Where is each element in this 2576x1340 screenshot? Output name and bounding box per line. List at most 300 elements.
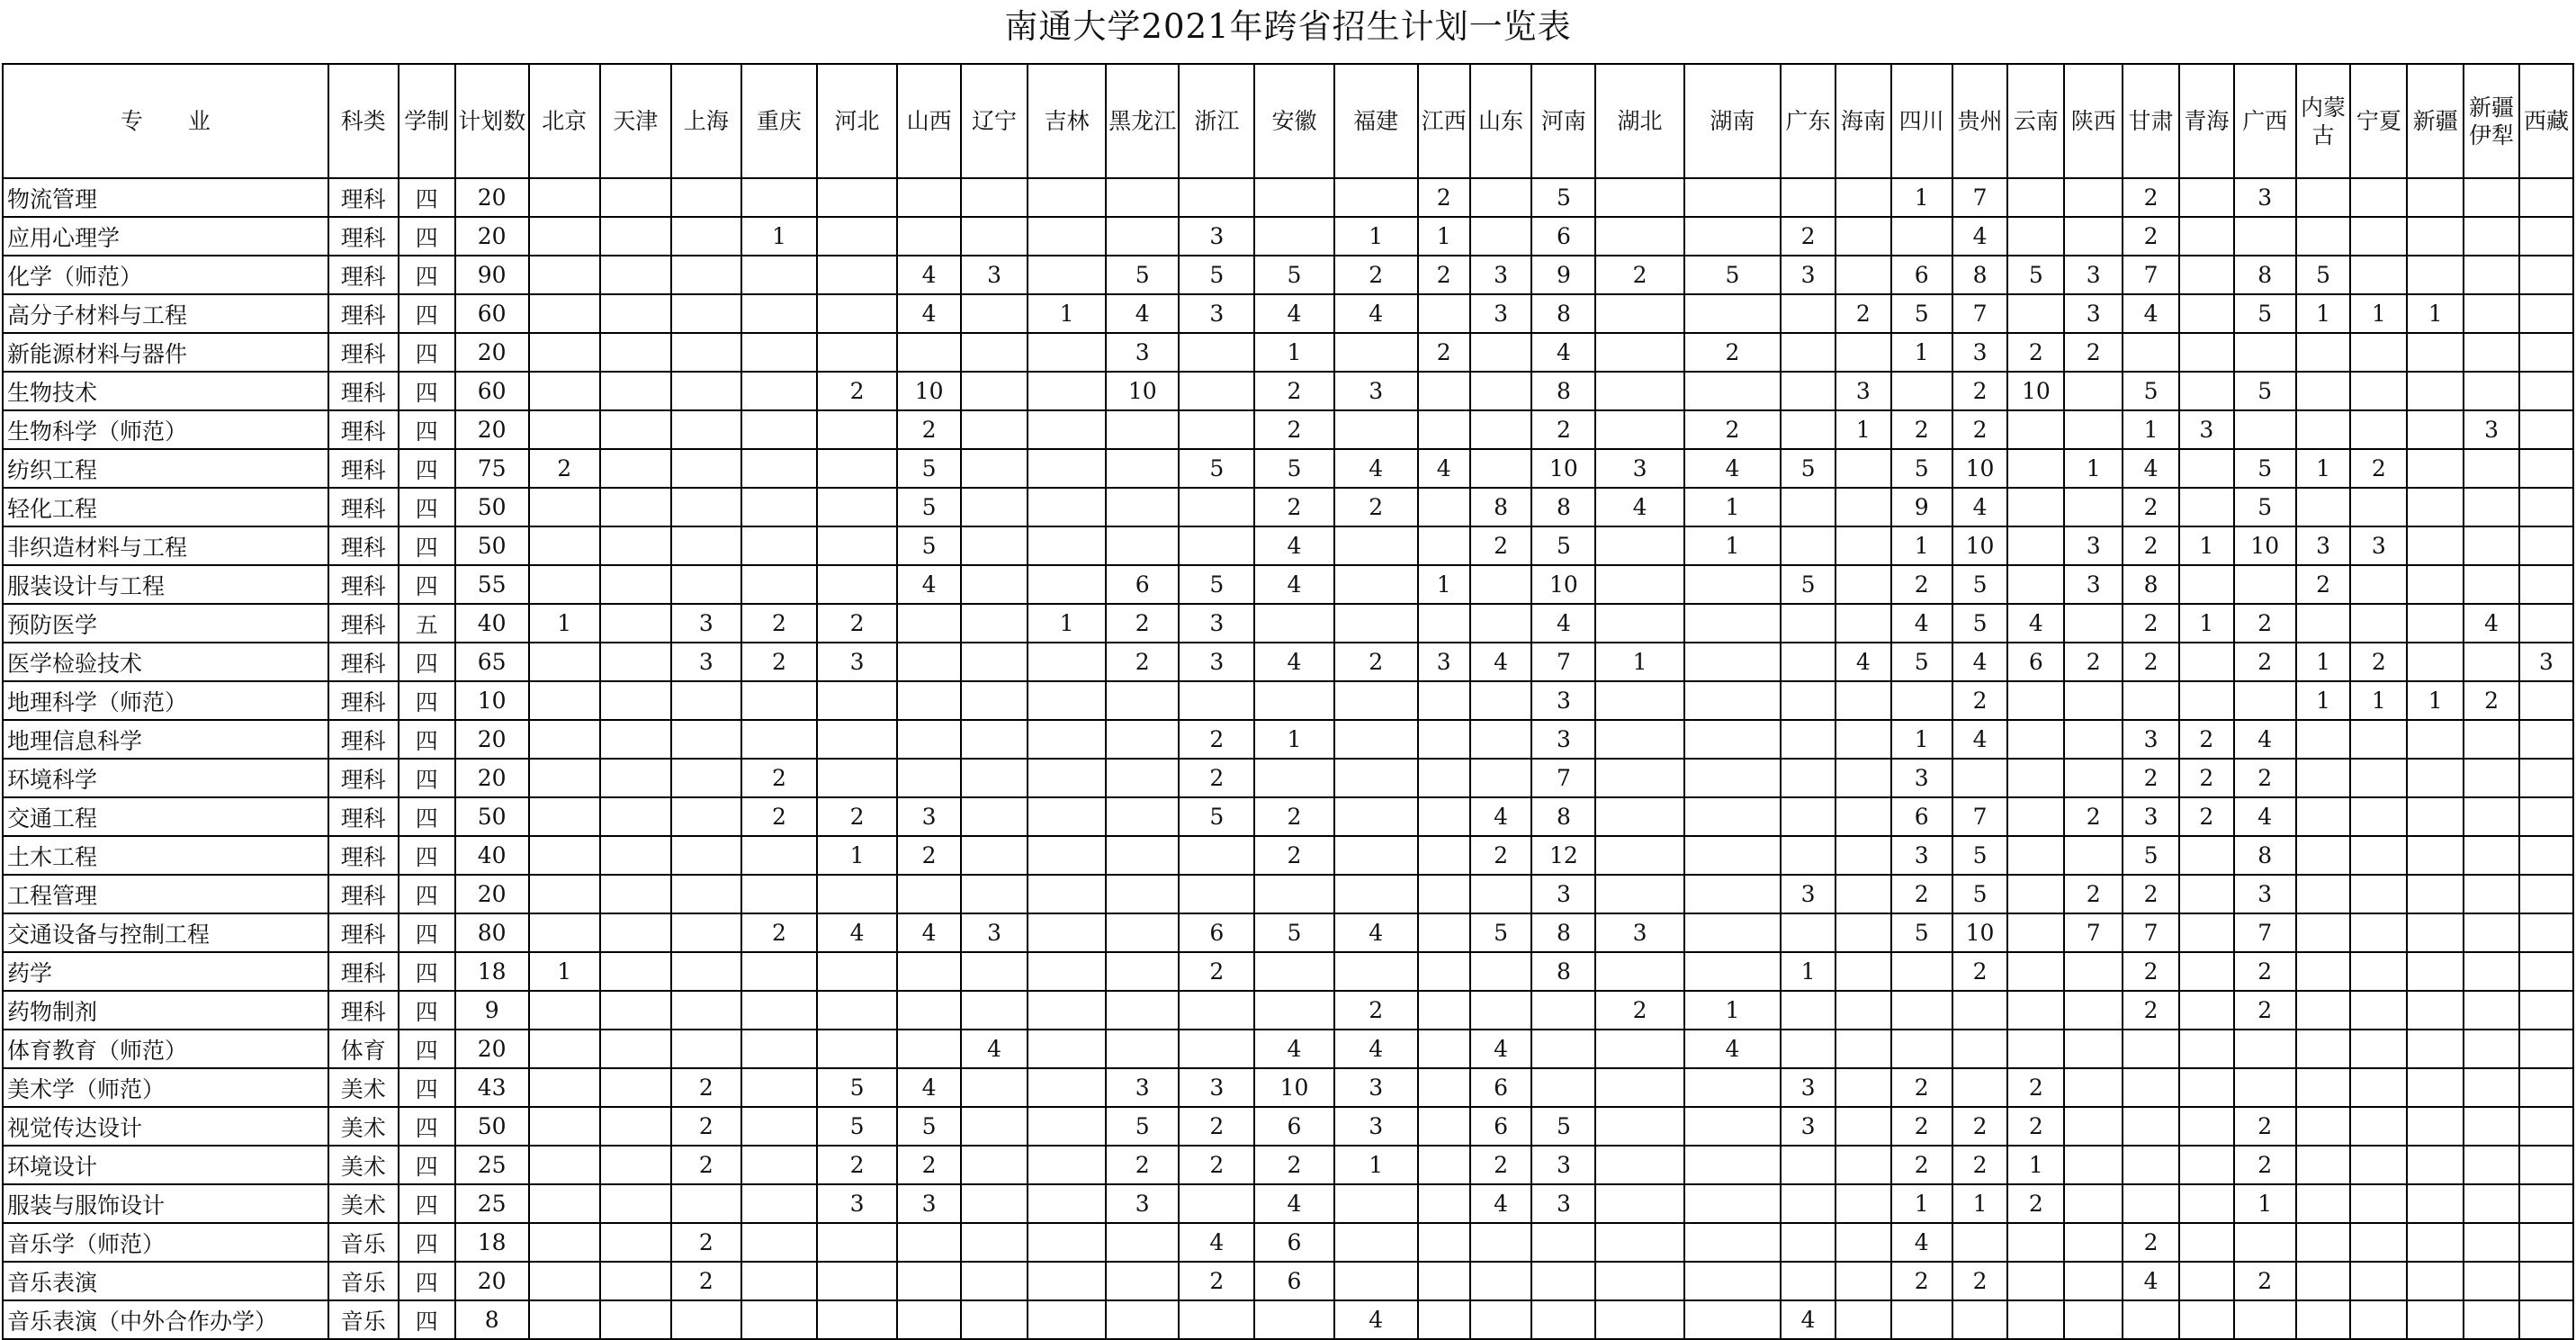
quota-cell bbox=[1028, 643, 1106, 681]
major-name-cell: 视觉传达设计 bbox=[3, 1107, 328, 1146]
quota-cell bbox=[2407, 1300, 2464, 1339]
quota-cell: 3 bbox=[2179, 410, 2234, 449]
quota-cell: 1 bbox=[1684, 991, 1781, 1030]
quota-cell: 6 bbox=[1470, 1068, 1532, 1107]
quota-cell bbox=[1952, 991, 2008, 1030]
quota-cell bbox=[741, 565, 817, 604]
table-row bbox=[3, 256, 2573, 294]
quota-cell bbox=[1836, 1107, 1891, 1146]
quota-cell bbox=[1781, 681, 1836, 720]
quota-cell bbox=[600, 1146, 671, 1184]
table-body bbox=[3, 178, 2573, 1339]
quota-cell bbox=[1470, 1300, 1532, 1339]
quota-cell: 2 bbox=[1836, 294, 1891, 333]
quota-cell bbox=[1106, 410, 1179, 449]
quota-cell bbox=[961, 488, 1028, 526]
quota-cell: 5 bbox=[1254, 449, 1333, 488]
quota-cell: 4 bbox=[1952, 488, 2008, 526]
table-row bbox=[3, 449, 2573, 488]
quota-cell bbox=[2064, 991, 2123, 1030]
quota-cell: 3 bbox=[1179, 217, 1254, 256]
duration-cell: 四 bbox=[399, 333, 455, 372]
duration-cell: 四 bbox=[399, 1068, 455, 1107]
quota-cell bbox=[817, 294, 897, 333]
quota-cell bbox=[1106, 178, 1179, 217]
quota-cell: 3 bbox=[2064, 256, 2123, 294]
duration-cell: 四 bbox=[399, 565, 455, 604]
quota-cell bbox=[1684, 1300, 1781, 1339]
quota-cell bbox=[1684, 952, 1781, 991]
quota-cell: 5 bbox=[897, 1107, 961, 1146]
quota-cell: 1 bbox=[1891, 526, 1952, 565]
quota-cell: 2 bbox=[2123, 875, 2179, 913]
quota-cell: 2 bbox=[1254, 372, 1333, 410]
quota-cell: 3 bbox=[897, 1184, 961, 1223]
header-column: 新疆 bbox=[2407, 64, 2464, 178]
quota-cell bbox=[2519, 1262, 2573, 1300]
quota-cell bbox=[1684, 1262, 1781, 1300]
quota-cell bbox=[2179, 565, 2234, 604]
quota-cell: 1 bbox=[2234, 1184, 2296, 1223]
quota-cell bbox=[1836, 604, 1891, 643]
quota-cell bbox=[671, 797, 741, 836]
quota-cell bbox=[1781, 797, 1836, 836]
quota-cell bbox=[1334, 410, 1418, 449]
quota-cell bbox=[600, 1223, 671, 1262]
quota-cell: 2 bbox=[2123, 991, 2179, 1030]
plan-total-cell: 65 bbox=[455, 643, 529, 681]
quota-cell: 2 bbox=[817, 372, 897, 410]
quota-cell bbox=[600, 991, 671, 1030]
category-cell: 音乐 bbox=[328, 1300, 399, 1339]
duration-cell: 四 bbox=[399, 410, 455, 449]
quota-cell: 10 bbox=[1952, 449, 2008, 488]
quota-cell: 2 bbox=[2007, 1068, 2064, 1107]
quota-cell bbox=[897, 333, 961, 372]
quota-cell bbox=[1179, 488, 1254, 526]
plan-total-cell: 60 bbox=[455, 294, 529, 333]
quota-cell bbox=[1781, 643, 1836, 681]
quota-cell bbox=[817, 1030, 897, 1068]
quota-cell: 4 bbox=[1334, 449, 1418, 488]
quota-cell bbox=[1595, 372, 1683, 410]
major-name-cell: 非织造材料与工程 bbox=[3, 526, 328, 565]
quota-cell bbox=[600, 1184, 671, 1223]
header-column: 内蒙古 bbox=[2296, 64, 2351, 178]
quota-cell bbox=[1418, 1107, 1470, 1146]
quota-cell bbox=[600, 759, 671, 797]
quota-cell bbox=[529, 178, 600, 217]
quota-cell bbox=[741, 256, 817, 294]
quota-cell: 2 bbox=[2064, 333, 2123, 372]
quota-cell: 2 bbox=[1106, 604, 1179, 643]
quota-cell: 2 bbox=[2234, 991, 2296, 1030]
quota-cell bbox=[1334, 1223, 1418, 1262]
quota-cell: 2 bbox=[2064, 643, 2123, 681]
quota-cell: 3 bbox=[1334, 1068, 1418, 1107]
quota-cell bbox=[1106, 836, 1179, 875]
plan-total-cell: 25 bbox=[455, 1146, 529, 1184]
quota-cell bbox=[1531, 991, 1595, 1030]
quota-cell: 1 bbox=[1254, 333, 1333, 372]
quota-cell bbox=[1684, 643, 1781, 681]
quota-cell bbox=[2007, 797, 2064, 836]
plan-total-cell: 40 bbox=[455, 836, 529, 875]
quota-cell bbox=[2464, 913, 2519, 952]
quota-cell bbox=[2179, 217, 2234, 256]
quota-cell bbox=[897, 1262, 961, 1300]
quota-cell bbox=[529, 1300, 600, 1339]
quota-cell bbox=[2519, 565, 2573, 604]
quota-cell bbox=[2296, 604, 2351, 643]
quota-cell: 8 bbox=[1531, 952, 1595, 991]
quota-cell bbox=[1254, 217, 1333, 256]
major-name-cell: 药物制剂 bbox=[3, 991, 328, 1030]
duration-cell: 四 bbox=[399, 1262, 455, 1300]
quota-cell: 7 bbox=[2064, 913, 2123, 952]
quota-cell: 9 bbox=[1891, 488, 1952, 526]
quota-cell bbox=[529, 875, 600, 913]
quota-cell bbox=[1418, 1300, 1470, 1339]
quota-cell bbox=[2519, 1068, 2573, 1107]
quota-cell bbox=[2064, 604, 2123, 643]
quota-cell bbox=[897, 1300, 961, 1339]
quota-cell bbox=[1106, 217, 1179, 256]
quota-cell bbox=[671, 294, 741, 333]
plan-total-cell: 8 bbox=[455, 1300, 529, 1339]
quota-cell: 4 bbox=[1684, 449, 1781, 488]
quota-cell bbox=[529, 256, 600, 294]
quota-cell: 8 bbox=[1531, 372, 1595, 410]
quota-cell bbox=[961, 333, 1028, 372]
quota-cell bbox=[1028, 952, 1106, 991]
quota-cell bbox=[741, 1146, 817, 1184]
quota-cell bbox=[2007, 488, 2064, 526]
quota-cell: 2 bbox=[1254, 410, 1333, 449]
quota-cell: 3 bbox=[1470, 294, 1532, 333]
quota-cell: 2 bbox=[671, 1068, 741, 1107]
plan-total-cell: 50 bbox=[455, 488, 529, 526]
quota-cell bbox=[1106, 797, 1179, 836]
quota-cell bbox=[2407, 1107, 2464, 1146]
quota-cell bbox=[2296, 1300, 2351, 1339]
quota-cell bbox=[1595, 836, 1683, 875]
quota-cell bbox=[741, 875, 817, 913]
duration-cell: 四 bbox=[399, 488, 455, 526]
quota-cell bbox=[2464, 449, 2519, 488]
quota-cell: 3 bbox=[817, 1184, 897, 1223]
quota-cell bbox=[2179, 333, 2234, 372]
quota-cell bbox=[529, 1068, 600, 1107]
quota-cell bbox=[529, 294, 600, 333]
quota-cell bbox=[817, 256, 897, 294]
quota-cell bbox=[1836, 1146, 1891, 1184]
quota-cell: 10 bbox=[897, 372, 961, 410]
quota-cell bbox=[1836, 952, 1891, 991]
quota-cell bbox=[600, 410, 671, 449]
quota-cell: 2 bbox=[2123, 759, 2179, 797]
table-row bbox=[3, 913, 2573, 952]
quota-cell bbox=[1836, 913, 1891, 952]
major-name-cell: 物流管理 bbox=[3, 178, 328, 217]
quota-cell: 2 bbox=[671, 1146, 741, 1184]
quota-cell bbox=[671, 1184, 741, 1223]
quota-cell bbox=[2296, 952, 2351, 991]
header-column: 上海 bbox=[671, 64, 741, 178]
quota-cell bbox=[961, 1146, 1028, 1184]
quota-cell: 2 bbox=[1952, 1146, 2008, 1184]
duration-cell: 四 bbox=[399, 1030, 455, 1068]
quota-cell bbox=[2007, 1030, 2064, 1068]
quota-cell: 2 bbox=[1418, 256, 1470, 294]
table-row bbox=[3, 217, 2573, 256]
quota-cell: 5 bbox=[1952, 604, 2008, 643]
quota-cell bbox=[600, 1068, 671, 1107]
quota-cell: 2 bbox=[1684, 410, 1781, 449]
plan-total-cell: 55 bbox=[455, 565, 529, 604]
quota-cell bbox=[1334, 875, 1418, 913]
quota-cell bbox=[1106, 991, 1179, 1030]
header-row bbox=[3, 64, 2573, 178]
category-cell: 理科 bbox=[328, 217, 399, 256]
quota-cell: 2 bbox=[2064, 875, 2123, 913]
category-cell: 理科 bbox=[328, 681, 399, 720]
quota-cell bbox=[671, 875, 741, 913]
quota-cell bbox=[2519, 449, 2573, 488]
quota-cell: 8 bbox=[1952, 256, 2008, 294]
quota-cell bbox=[1836, 1068, 1891, 1107]
quota-cell: 3 bbox=[1781, 1068, 1836, 1107]
quota-cell: 6 bbox=[1891, 797, 1952, 836]
quota-cell bbox=[1418, 875, 1470, 913]
category-cell: 理科 bbox=[328, 643, 399, 681]
quota-cell: 4 bbox=[1106, 294, 1179, 333]
quota-cell bbox=[2464, 759, 2519, 797]
quota-cell bbox=[1470, 1262, 1532, 1300]
quota-cell bbox=[1595, 333, 1683, 372]
quota-cell: 2 bbox=[1781, 217, 1836, 256]
quota-cell bbox=[2123, 1030, 2179, 1068]
quota-cell bbox=[1595, 1107, 1683, 1146]
major-name-cell: 音乐表演 bbox=[3, 1262, 328, 1300]
quota-cell bbox=[2519, 333, 2573, 372]
quota-cell bbox=[2007, 449, 2064, 488]
quota-cell: 4 bbox=[1334, 913, 1418, 952]
quota-cell bbox=[2296, 991, 2351, 1030]
quota-cell bbox=[2464, 526, 2519, 565]
quota-cell bbox=[2234, 410, 2296, 449]
table-row bbox=[3, 1223, 2573, 1262]
quota-cell: 1 bbox=[1836, 410, 1891, 449]
table-row bbox=[3, 1262, 2573, 1300]
quota-cell: 6 bbox=[1891, 256, 1952, 294]
quota-cell bbox=[2350, 875, 2407, 913]
quota-cell bbox=[741, 372, 817, 410]
header-column: 吉林 bbox=[1028, 64, 1106, 178]
duration-cell: 四 bbox=[399, 256, 455, 294]
quota-cell bbox=[1684, 797, 1781, 836]
quota-cell bbox=[741, 488, 817, 526]
quota-cell bbox=[1470, 720, 1532, 759]
duration-cell: 四 bbox=[399, 294, 455, 333]
quota-cell: 2 bbox=[2123, 178, 2179, 217]
quota-cell bbox=[1179, 178, 1254, 217]
quota-cell: 3 bbox=[2464, 410, 2519, 449]
quota-cell: 2 bbox=[1179, 952, 1254, 991]
quota-cell: 5 bbox=[1179, 256, 1254, 294]
quota-cell bbox=[817, 333, 897, 372]
quota-cell: 5 bbox=[1254, 256, 1333, 294]
quota-cell bbox=[1781, 372, 1836, 410]
quota-cell: 1 bbox=[2123, 410, 2179, 449]
quota-cell bbox=[2519, 1184, 2573, 1223]
quota-cell: 4 bbox=[1891, 1223, 1952, 1262]
plan-total-cell: 43 bbox=[455, 1068, 529, 1107]
quota-cell: 3 bbox=[1531, 1146, 1595, 1184]
quota-cell bbox=[2464, 797, 2519, 836]
quota-cell bbox=[961, 526, 1028, 565]
quota-cell bbox=[529, 526, 600, 565]
category-cell: 理科 bbox=[328, 526, 399, 565]
quota-cell: 3 bbox=[1470, 256, 1532, 294]
quota-cell bbox=[600, 952, 671, 991]
quota-cell: 10 bbox=[1531, 449, 1595, 488]
quota-cell: 3 bbox=[817, 643, 897, 681]
quota-cell: 2 bbox=[2234, 643, 2296, 681]
quota-cell bbox=[1836, 1300, 1891, 1339]
quota-cell bbox=[1418, 797, 1470, 836]
quota-cell bbox=[1106, 1223, 1179, 1262]
quota-cell bbox=[961, 836, 1028, 875]
category-cell: 美术 bbox=[328, 1184, 399, 1223]
quota-cell: 3 bbox=[1334, 372, 1418, 410]
quota-cell bbox=[2407, 604, 2464, 643]
quota-cell: 2 bbox=[2350, 643, 2407, 681]
quota-cell bbox=[529, 1262, 600, 1300]
quota-cell bbox=[2007, 759, 2064, 797]
quota-cell: 10 bbox=[1531, 565, 1595, 604]
quota-cell: 5 bbox=[1254, 913, 1333, 952]
duration-cell: 四 bbox=[399, 1223, 455, 1262]
quota-cell bbox=[741, 1068, 817, 1107]
quota-cell bbox=[2350, 836, 2407, 875]
quota-cell bbox=[2519, 681, 2573, 720]
quota-cell: 1 bbox=[817, 836, 897, 875]
quota-cell: 2 bbox=[2234, 1146, 2296, 1184]
quota-cell bbox=[1418, 488, 1470, 526]
quota-cell bbox=[2296, 913, 2351, 952]
quota-cell bbox=[2464, 875, 2519, 913]
quota-cell: 1 bbox=[1891, 720, 1952, 759]
quota-cell: 2 bbox=[671, 1107, 741, 1146]
quota-cell: 2 bbox=[897, 410, 961, 449]
quota-cell bbox=[1781, 836, 1836, 875]
quota-cell: 5 bbox=[1891, 643, 1952, 681]
plan-total-cell: 20 bbox=[455, 217, 529, 256]
quota-cell: 5 bbox=[1952, 875, 2008, 913]
quota-cell bbox=[817, 565, 897, 604]
quota-cell bbox=[2064, 178, 2123, 217]
quota-cell bbox=[817, 991, 897, 1030]
quota-cell bbox=[1836, 759, 1891, 797]
header-column: 安徽 bbox=[1254, 64, 1333, 178]
quota-cell: 2 bbox=[1891, 1068, 1952, 1107]
quota-cell bbox=[2350, 991, 2407, 1030]
header-column: 广东 bbox=[1781, 64, 1836, 178]
quota-cell: 2 bbox=[2123, 604, 2179, 643]
quota-cell bbox=[1179, 333, 1254, 372]
quota-cell bbox=[1781, 526, 1836, 565]
quota-cell: 2 bbox=[1891, 410, 1952, 449]
quota-cell: 3 bbox=[1106, 1184, 1179, 1223]
quota-cell: 5 bbox=[1952, 565, 2008, 604]
quota-cell: 3 bbox=[1106, 1068, 1179, 1107]
quota-cell bbox=[1179, 1184, 1254, 1223]
quota-cell bbox=[2179, 449, 2234, 488]
quota-cell: 3 bbox=[1179, 604, 1254, 643]
quota-cell bbox=[671, 178, 741, 217]
quota-cell bbox=[1684, 294, 1781, 333]
quota-cell: 2 bbox=[2123, 488, 2179, 526]
quota-cell bbox=[897, 1030, 961, 1068]
quota-cell bbox=[2464, 1107, 2519, 1146]
quota-cell bbox=[2407, 178, 2464, 217]
major-name-cell: 医学检验技术 bbox=[3, 643, 328, 681]
quota-cell bbox=[2350, 797, 2407, 836]
quota-cell bbox=[2296, 1262, 2351, 1300]
quota-cell bbox=[1684, 217, 1781, 256]
quota-cell bbox=[2234, 1223, 2296, 1262]
quota-cell: 5 bbox=[2296, 256, 2351, 294]
quota-cell: 9 bbox=[1531, 256, 1595, 294]
quota-cell bbox=[1531, 1300, 1595, 1339]
quota-cell: 3 bbox=[1179, 643, 1254, 681]
category-cell: 理科 bbox=[328, 488, 399, 526]
quota-cell bbox=[1781, 1262, 1836, 1300]
quota-cell bbox=[1028, 372, 1106, 410]
quota-cell bbox=[2179, 875, 2234, 913]
quota-cell bbox=[2350, 1300, 2407, 1339]
quota-cell bbox=[2064, 1262, 2123, 1300]
quota-cell bbox=[1418, 720, 1470, 759]
quota-cell bbox=[1684, 913, 1781, 952]
quota-cell: 7 bbox=[1952, 178, 2008, 217]
quota-cell: 5 bbox=[897, 488, 961, 526]
quota-cell bbox=[600, 1300, 671, 1339]
quota-cell: 4 bbox=[897, 256, 961, 294]
quota-cell bbox=[2179, 372, 2234, 410]
quota-cell bbox=[1684, 178, 1781, 217]
major-name-cell: 音乐表演（中外合作办学） bbox=[3, 1300, 328, 1339]
quota-cell bbox=[2519, 217, 2573, 256]
quota-cell: 4 bbox=[1781, 1300, 1836, 1339]
quota-cell bbox=[529, 488, 600, 526]
quota-cell bbox=[2519, 604, 2573, 643]
quota-cell bbox=[2519, 759, 2573, 797]
quota-cell bbox=[2296, 836, 2351, 875]
quota-cell bbox=[1028, 759, 1106, 797]
quota-cell: 4 bbox=[1684, 1030, 1781, 1068]
quota-cell bbox=[671, 256, 741, 294]
quota-cell: 5 bbox=[1781, 565, 1836, 604]
quota-cell bbox=[1684, 875, 1781, 913]
quota-cell bbox=[2064, 410, 2123, 449]
quota-cell bbox=[1684, 604, 1781, 643]
table-row bbox=[3, 1107, 2573, 1146]
quota-cell: 4 bbox=[1254, 294, 1333, 333]
quota-cell bbox=[1595, 410, 1683, 449]
quota-cell bbox=[529, 720, 600, 759]
